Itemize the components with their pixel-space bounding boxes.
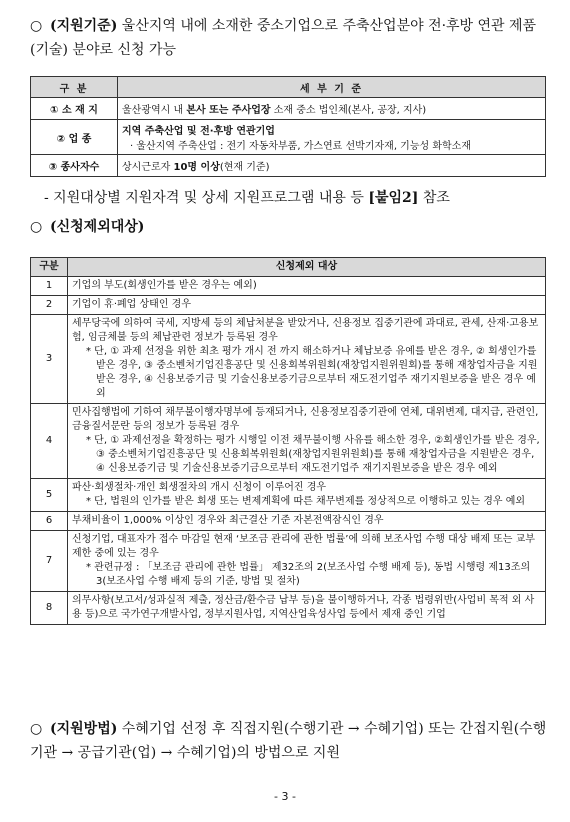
support-text: 수혜기업 선정 후 직접지원(수행기관 → 수혜기업) 또는 간접지원(수행기관 → 공급기관(업) → 수혜기업)의 방법으로 지원 <box>30 721 547 761</box>
table-row: 5 파산·회생절차·개인 회생절차의 개시 신청이 이루어진 경우 * 단, 법원의 인가를 받은 회생 또는 변제계획에 따른 채무변제를 정상적으로 이행하고 있는 경우 예외 <box>31 479 546 512</box>
bullet-circle: ○ <box>30 18 43 34</box>
criteria-label: ② 업 종 <box>31 120 118 155</box>
criteria-label: ③ 종사자수 <box>31 155 118 177</box>
criteria-detail: 지역 주축산업 및 전·후방 연관기업 · 울산지역 주축산업 : 전기 자동차부품, 가스연료 선박기자재, 기능성 화학소재 <box>118 120 546 155</box>
criteria-table <box>30 76 546 177</box>
exclusion-table <box>30 257 546 625</box>
exclusion-note: * 관련규정 : 「보조금 관리에 관한 법률」 제32조의 2(보조사업 수행 배제 등), 동법 시행령 제13조의3(보조사업 수행 배제 등의 기준, 방법 및 절차) <box>86 562 531 587</box>
support-paragraph <box>30 717 550 765</box>
exclusion-header-no: 구분 <box>31 258 68 277</box>
exclusion-note: * 단, 법원의 인가를 받은 회생 또는 변제계획에 따른 채무변제를 정상적으로 이행하고 있는 경우 예외 <box>86 496 526 507</box>
table-row: 2 기업이 휴·폐업 상태인 경우 <box>31 296 546 315</box>
intro-paragraph <box>30 14 550 62</box>
intro-text: 울산지역 내에 소재한 중소기업으로 주축산업분야 전·후방 연관 제품(기술) 분야로 신청 가능 <box>30 18 537 58</box>
table-row: 1 기업의 부도(회생인가를 받은 경우는 예외) <box>31 277 546 296</box>
criteria-detail: 울산광역시 내 본사 또는 주사업장 소재 중소 법인체(본사, 공장, 지사) <box>118 98 546 120</box>
criteria-label: ① 소 재 지 <box>31 98 118 120</box>
criteria-detail: 상시근로자 10명 이상(현재 기준) <box>118 155 546 177</box>
exclusion-note: * 단, ① 과제 선정을 위한 최초 평가 개시 전 까지 해소하거나 체납보증 유예를 받은 경우, ② 회생인가를 받은 경우, ③ 중소벤처기업진흥공단 및 신용회복위원회(재창업지원위원회)를 통해 재창업자금을 지원받은 경우, ④ 신용보증기금 및 기술신용보증기금으로부터 재도전기업주 재기지원보증을 받은 경우 예외 <box>86 346 538 399</box>
bullet-circle: ○ <box>30 219 43 235</box>
table-row: 4 민사집행법에 기하여 채무불이행자명부에 등재되거나, 신용정보집중기관에 연체, 대위변제, 대지급, 관련인, 금융질서문란 등의 정보가 등록된 경우 * 단, ① 과제선정을 확정하는 평가 시행일 이전 채무불이행 사유를 해소한 경우, ②회생인가를 받은 경우, ③ 중소벤처기업진흥공단 및 신용회복위원회(재창업지원위원회)를 통해 재창업자금을 지원받은 경우, ④ 신용보증기금 및 기술신용보증기금으로부터 재도전기업주 재기지원보증을 받은 경우 예외 <box>31 404 546 479</box>
criteria-row-employees <box>31 155 546 177</box>
attachment-ref: [붙임2] <box>368 190 419 206</box>
exclusion-heading: ○ (신청제외대상) <box>30 215 550 239</box>
table-row: 6 부채비율이 1,000% 이상인 경우와 최근결산 기준 자본전액잠식인 경우 <box>31 512 546 531</box>
criteria-header-detail: 세 부 기 준 <box>118 77 546 98</box>
table-row: 7 신청기업, 대표자가 접수 마감일 현재 ‘보조금 관리에 관한 법률’에 의해 보조사업 수행 대상 배제 또는 교부 제한 중에 있는 경우 * 관련규정 : 「보조금 관리에 관한 법률」 제32조의 2(보조사업 수행 배제 등), 동법 시행령 제13조의3(보조사업 수행 배제 등의 기준, 방법 및 절차) <box>31 531 546 592</box>
exclusion-header-target: 신청제외 대상 <box>68 258 546 277</box>
support-lead: (지원방법) <box>50 721 118 737</box>
criteria-header-category: 구 분 <box>31 77 118 98</box>
bullet-circle: ○ <box>30 721 43 737</box>
intro-lead: (지원기준) <box>50 18 118 34</box>
page-number: - 3 - <box>274 790 296 803</box>
table-row: 3 세무당국에 의하여 국세, 지방세 등의 체납처분을 받았거나, 신용정보 집중기관에 과대료, 관세, 산재·고용보험, 임금체불 등의 체납관련 정보가 등록된 경우 * 단, ① 과제 선정을 위한 최초 평가 개시 전 까지 해소하거나 체납보증 유예를 받은 경우, ② 회생인가를 받은 경우, ③ 중소벤처기업진흥공단 및 신용회복위원회(재창업지원위원회)를 통해 재창업자금을 지원받은 경우, ④ 신용보증기금 및 기술신용보증기금으로부터 재도전기업주 재기지원보증을 받은 경우 예외 <box>31 315 546 404</box>
table-row: 8 의무사항(보고서/성과실적 제출, 정산금/환수금 납부 등)을 불이행하거나, 각종 법령위반(사업비 목적 외 사용 등)으로 국가연구개발사업, 정부지원사업, 지역산업육성사업 등에서 제재 중인 기업 <box>31 592 546 625</box>
criteria-row-industry <box>31 120 546 155</box>
exclusion-note: * 단, ① 과제선정을 확정하는 평가 시행일 이전 채무불이행 사유를 해소한 경우, ②회생인가를 받은 경우, ③ 중소벤처기업진흥공단 및 신용회복위원회(재창업지원위원회)를 통해 재창업자금을 지원받은 경우, ④ 신용보증기금 및 기술신용보증기금으로부터 재도전기업주 재기지원보증을 받은 경우 예외 <box>86 435 540 474</box>
reference-line: - 지원대상별 지원자격 및 상세 지원프로그램 내용 등 [붙임2] 참조 <box>44 190 450 206</box>
criteria-row-location <box>31 98 546 120</box>
